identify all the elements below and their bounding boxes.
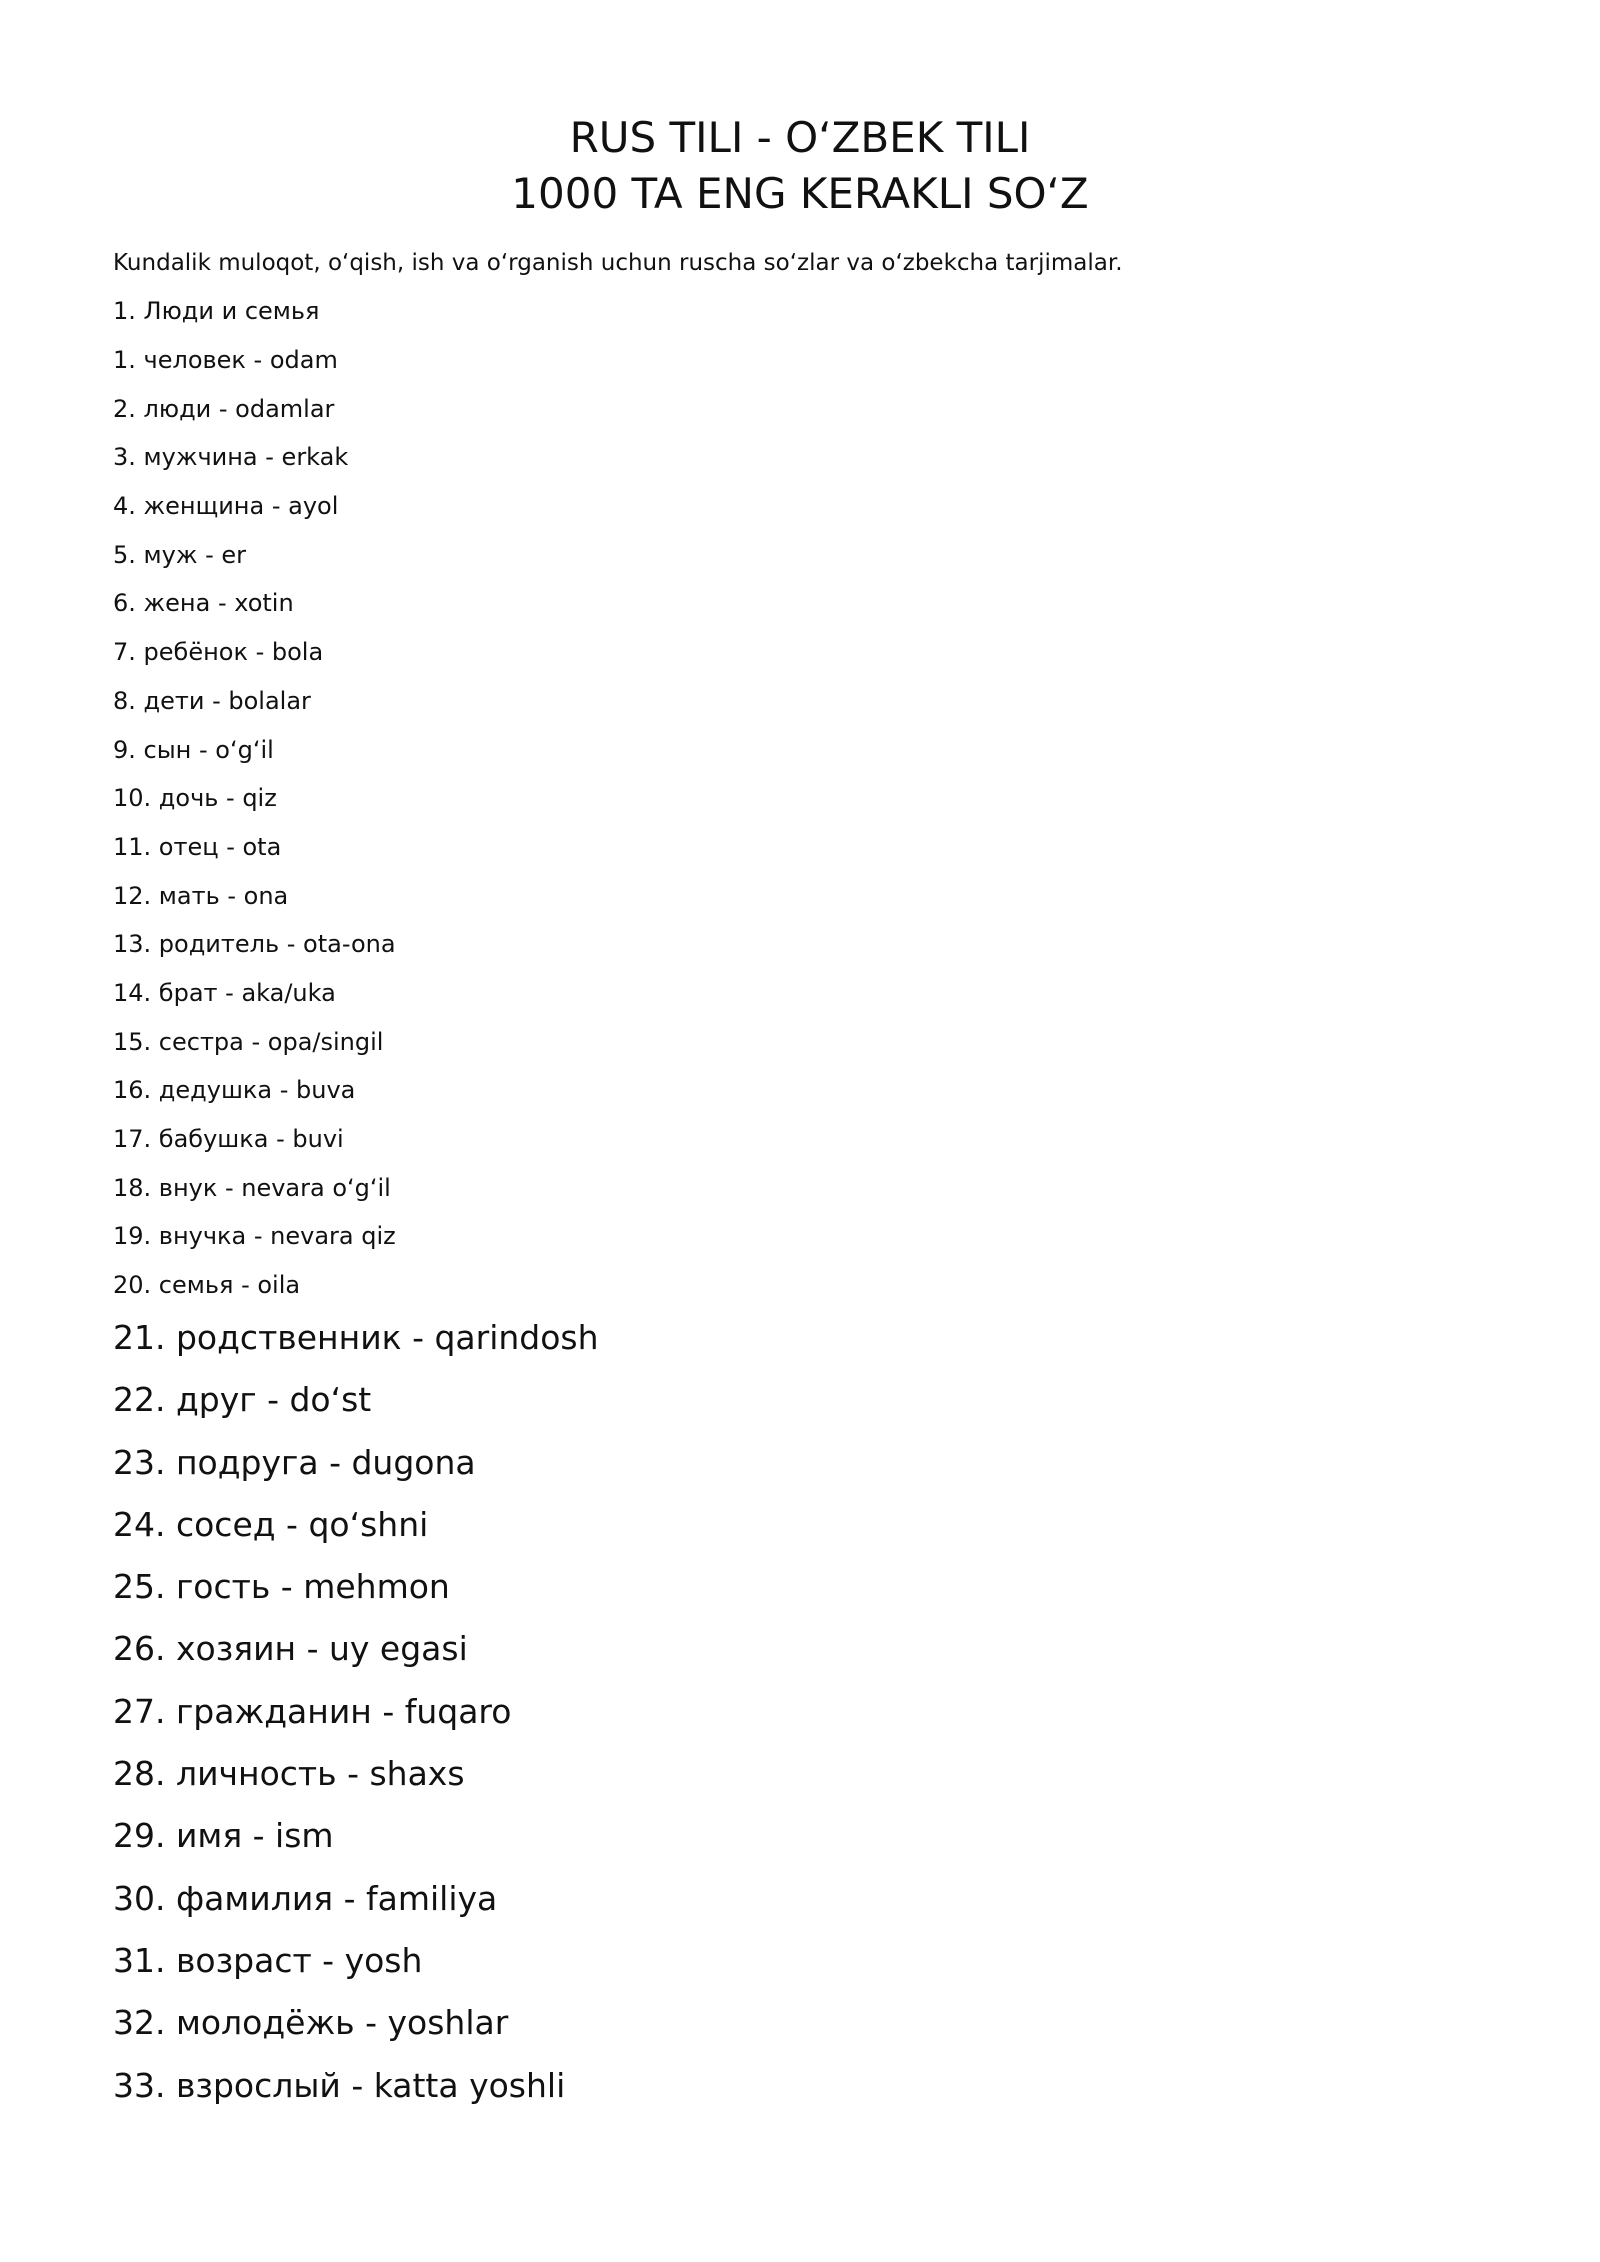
word-list-large: [113, 1318, 599, 2128]
word-entry: 10. дочь - qiz: [113, 784, 277, 813]
word-entry: 17. бабушка - buvi: [113, 1125, 344, 1153]
word-entry: 8. дети - bolalar: [113, 686, 311, 715]
word-entry: 24. сосед - qo‘shni: [113, 1504, 429, 1544]
word-entry: 4. женщина - ayol: [113, 492, 339, 521]
word-entry: 15. сестра - opa/singil: [113, 1027, 384, 1056]
word-entry: 6. жена - xotin: [113, 589, 294, 618]
word-entry: 14. брат - aka/uka: [113, 978, 336, 1007]
word-entry: 22. друг - do‘st: [113, 1380, 372, 1420]
word-entry: 26. хозяин - uy egasi: [113, 1629, 468, 1669]
word-entry: 16. дедушка - buva: [113, 1076, 356, 1105]
word-entry: 21. родственник - qarindosh: [113, 1318, 599, 1357]
word-entry: 3. мужчина - erkak: [113, 443, 349, 472]
word-entry: 2. люди - odamlar: [113, 394, 335, 423]
word-list-small: [113, 345, 396, 1319]
word-entry: 12. мать - ona: [113, 881, 289, 910]
word-entry: 19. внучка - nevara qiz: [113, 1222, 396, 1251]
word-entry: 29. имя - ism: [113, 1816, 334, 1856]
word-entry: 18. внук - nevara o‘g‘il: [113, 1173, 391, 1202]
word-entry: 30. фамилия - familiya: [113, 1878, 498, 1918]
section-heading: 1. Люди и семья: [113, 297, 320, 325]
word-entry: 7. ребёнок - bola: [113, 638, 324, 667]
intro-text: Kundalik muloqot, o‘qish, ish va o‘rganish uchun ruscha so‘zlar va o‘zbekcha tarjimalar.: [113, 250, 1123, 276]
word-entry: 23. подруга - dugona: [113, 1442, 476, 1482]
word-entry: 13. родитель - ota-ona: [113, 930, 396, 959]
word-entry: 31. возраст - yosh: [113, 1940, 423, 1980]
word-entry: 1. человек - odam: [113, 346, 338, 374]
word-entry: 11. отец - ota: [113, 832, 282, 861]
word-entry: 5. муж - er: [113, 540, 247, 569]
title-line-2: 1000 TA ENG KERAKLI SO‘Z: [511, 169, 1089, 218]
word-entry: 33. взрослый - katta yoshli: [113, 2065, 566, 2105]
word-entry: 20. семья - oila: [113, 1271, 301, 1300]
word-entry: 9. сын - o‘g‘il: [113, 735, 274, 764]
title-line-1: RUS TILI - O‘ZBEK TILI: [569, 113, 1031, 162]
word-entry: 25. гость - mehmon: [113, 1567, 450, 1607]
word-entry: 28. личность - shaxs: [113, 1754, 465, 1794]
word-entry: 27. гражданин - fuqaro: [113, 1691, 512, 1731]
word-entry: 32. молодёжь - yoshlar: [113, 2003, 509, 2043]
